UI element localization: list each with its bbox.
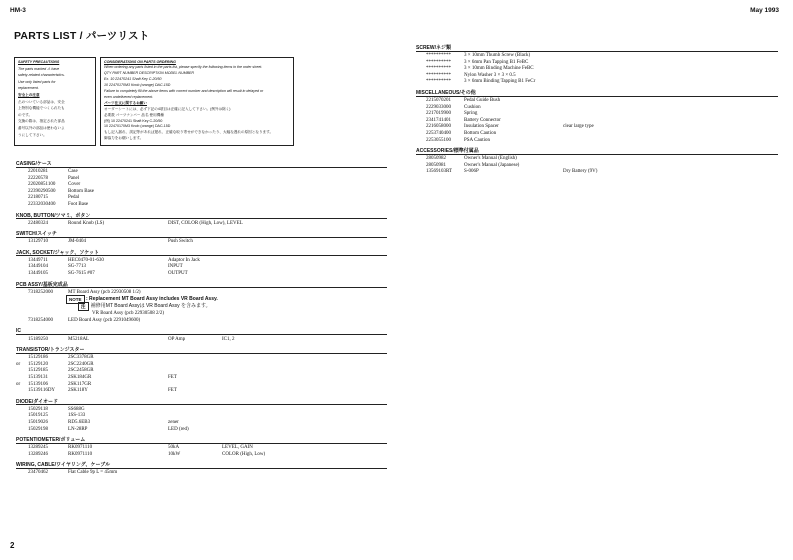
ordering-line: even undelivered replacement. <box>104 94 154 99</box>
ordering-line: (例) 10 22470241 Shaft Key C-20/50 <box>104 118 163 123</box>
ordering-line: QTY PART NUMBER DESCRIPTION MODEL NUMBER <box>104 71 194 76</box>
part-cell: or <box>16 361 21 367</box>
ordering-line: Ex. 10 22470241 Shaft Key C-20/50 <box>104 77 162 82</box>
part-cell: 2341741401 <box>426 117 451 123</box>
part-cell: 22180715 <box>28 195 48 201</box>
part-cell: LEVEL, GAIN <box>222 445 253 451</box>
part-cell: 13569103RT <box>426 169 453 175</box>
part-cell: M5218AL <box>68 336 90 342</box>
part-cell: IC1, 2 <box>222 336 235 342</box>
part-cell: LN-28RP <box>68 426 88 432</box>
part-cell: LED (red) <box>168 426 189 432</box>
part-row <box>0 469 390 476</box>
part-cell: 13449104 <box>28 264 48 270</box>
section-heading: CASING/ケース <box>16 161 52 167</box>
part-cell: 2217019900 <box>426 111 451 117</box>
part-cell: ********** <box>426 59 451 65</box>
section-heading: POTENTIOMETER/ボリューム <box>16 437 86 444</box>
note-row <box>0 303 390 310</box>
part-row <box>0 336 390 343</box>
part-cell: 15139131 <box>28 375 48 380</box>
note-text: : 補修用MT Board Assyは VR Board Assy を含みます。 <box>88 302 211 309</box>
safety-line: The parts marked ⚠ have <box>18 66 60 71</box>
part-cell: 7318254000 <box>28 317 53 323</box>
part-cell: RK0971110 <box>68 451 93 457</box>
part-cell: 2SK118Y <box>68 388 88 394</box>
part-cell: DIST, COLOR (High, Low), LEVEL <box>168 220 243 226</box>
safety-line: のです。 <box>18 112 33 117</box>
part-cell: or <box>16 381 21 387</box>
part-cell: 2SC2240GR <box>68 361 94 367</box>
section-heading: WIRING, CABLE/ワイヤリング、ケーブル <box>16 462 111 469</box>
safety-line: SAFETY PRECAUTIONS <box>18 60 60 64</box>
part-row <box>0 238 390 245</box>
section-heading: SWITCH/スイッチ <box>16 231 57 238</box>
section-heading: JACK, SOCKET/ジャック、ソケット <box>16 249 100 256</box>
part-cell: 22020851100 <box>28 182 56 188</box>
part-cell: RK0971110 <box>68 445 93 451</box>
page-number: 2 <box>10 541 15 550</box>
part-cell: 15129185 <box>28 368 48 374</box>
ordering-line: 10 22470170M3 Knob (orange) DAC-15D <box>104 83 171 88</box>
part-cell: 50kA <box>168 445 180 451</box>
part-row <box>0 137 790 144</box>
note-row <box>0 310 390 317</box>
part-cell: Pedal Guide Bush <box>464 98 501 103</box>
part-cell: Insulation Spacer <box>464 124 499 130</box>
part-cell: COLOR (High, Low) <box>222 451 266 457</box>
part-cell: 15139106 <box>28 381 48 387</box>
ordering-line: Failure to completely fill the above items with correct number and description will result in delayed or <box>104 89 264 93</box>
part-cell: 2SC2458GR <box>68 368 94 374</box>
ordering-line: 10 22470170M3 Knob (orange) DAC-15D <box>104 124 171 129</box>
part-cell: Nylon Washer 3 × 3 × 0.5 <box>464 72 516 78</box>
part-cell: RD5.6EB3 <box>68 420 91 425</box>
part-cell: 15189250 <box>28 336 48 342</box>
date-label: May 1993 <box>750 7 779 14</box>
part-cell: 15129120 <box>28 361 48 367</box>
part-cell: 15129186 <box>28 355 48 361</box>
part-cell: HEC0470-01-630 <box>68 257 104 263</box>
part-cell: 1SS-133 <box>68 413 86 419</box>
safety-line: うにして下さい。 <box>18 132 47 137</box>
part-cell: 2SK117GR <box>68 381 92 387</box>
part-row <box>0 289 390 296</box>
ordering-line: When ordering any parts listed in the parts list, please specify the following items in the order sheet. <box>104 65 263 70</box>
part-cell: Panel <box>68 175 80 181</box>
safety-line: 番号以外の部品は使わないよ <box>18 126 65 130</box>
part-cell: clear large type <box>563 124 594 130</box>
part-row <box>0 270 390 277</box>
part-cell: S-006P <box>464 169 479 175</box>
part-cell: 13289246 <box>28 451 48 457</box>
section-heading: IC <box>16 327 21 334</box>
part-cell: SG-7615 #07 <box>68 271 95 276</box>
ordering-line: CONSIDERATIONS ON PARTS ORDERING <box>104 59 176 64</box>
ordering-line: 必要数 パーツナンバー 品名 使用機種 <box>104 112 164 117</box>
part-cell: 22480324 <box>28 220 48 226</box>
part-cell: Foot Base <box>68 202 89 207</box>
part-cell: 10kW <box>168 451 181 457</box>
section-heading: MISCELLANEOUS/その他 <box>416 90 476 96</box>
part-cell: OP Amp <box>168 336 186 342</box>
ordering-line: 御協力をお願いします。 <box>104 136 144 141</box>
part-cell: Case <box>68 169 78 174</box>
part-row <box>0 168 790 175</box>
ordering-line: オーダーシートには、必ず下記の4項目は正確に記入して下さい。(例外は除く) <box>104 106 231 111</box>
part-cell: 15019125 <box>28 413 48 419</box>
part-cell: zener <box>168 420 179 425</box>
part-cell: 2SK184GR <box>68 375 92 380</box>
part-cell: Cushion <box>464 104 481 110</box>
part-cell: 3 × 6mm Pan Tapping B1 FeBC <box>464 59 529 65</box>
part-cell: Cover <box>68 182 81 188</box>
section-heading: KNOB, BUTTON/ツマミ、ボタン <box>16 212 91 219</box>
safety-line: Use only listed parts for <box>18 79 56 84</box>
part-cell: Push Switch <box>168 239 193 245</box>
page-title: PARTS LIST / パーツリスト <box>14 30 150 42</box>
part-cell: 7318252000 <box>28 289 53 295</box>
part-cell: 3 × 6mm Binding Tapping B1 FeCr <box>464 79 536 85</box>
part-cell: 2216058000 <box>426 124 451 130</box>
part-cell: Pedal <box>68 195 80 201</box>
part-cell: 13289245 <box>28 445 48 451</box>
part-cell: 2253055100 <box>426 137 451 143</box>
note-text: : Replacement MT Board Assy includes VR Board Assy. <box>86 295 218 302</box>
safety-line: safety-related characteristics. <box>18 73 65 78</box>
part-cell: Spring <box>464 111 478 117</box>
part-row <box>0 220 390 227</box>
part-cell: 2229033000 <box>426 104 451 110</box>
part-row <box>0 78 790 85</box>
part-cell: 22390290500 <box>28 188 56 194</box>
safety-line: 安全上の注意 <box>18 93 40 97</box>
part-cell: 2215070201 <box>426 98 451 103</box>
part-cell: ********** <box>426 53 451 58</box>
part-cell: FET <box>168 375 177 380</box>
part-cell: 23470462 <box>28 470 48 476</box>
part-cell: FET <box>168 388 177 394</box>
part-cell: Bottom Base <box>68 188 94 194</box>
part-cell: 15139116DY <box>28 388 56 394</box>
part-cell: Dry Battery (9V) <box>563 169 598 175</box>
part-row <box>0 451 390 458</box>
part-cell: Flat Cable 9p L = 45mm <box>68 470 118 476</box>
part-cell: 28050981 <box>426 162 446 168</box>
part-cell: 28050982 <box>426 156 446 162</box>
part-cell: 13449711 <box>28 257 48 263</box>
part-cell: 2SC3378GR <box>68 355 94 361</box>
note-tag: NOTE <box>66 295 85 304</box>
section-heading: PCB ASSY/基板完成品 <box>16 281 68 288</box>
part-cell: 13449105 <box>28 271 48 276</box>
ordering-line: パーツ注文に関するお願い <box>104 100 147 105</box>
part-row <box>0 387 390 394</box>
part-row <box>0 426 390 433</box>
section-heading: ACCESSORIES/標準付属品 <box>416 148 479 155</box>
part-row <box>0 201 390 208</box>
part-cell: INPUT <box>168 264 183 270</box>
safety-line: 交換の際は、指定された部品 <box>18 119 65 124</box>
part-cell: PSA Caution <box>464 137 490 143</box>
section-heading: TRANSISTOR/トランジスター <box>16 347 85 354</box>
section-heading: DIODE/ダイオード <box>16 398 58 405</box>
part-cell: JM-0404 <box>68 239 87 245</box>
note-tag: 注 <box>78 302 89 311</box>
safety-line: replacement. <box>18 86 39 91</box>
part-cell: 2253740400 <box>426 131 451 136</box>
part-cell: 15029198 <box>28 426 48 432</box>
note-text: VR Board Assy (pcb 22930508 2/2) <box>92 310 165 316</box>
part-cell: Battery Connector <box>464 117 501 123</box>
note-row <box>0 296 390 303</box>
safety-line: ⚠のついている部品は、安全 <box>18 99 65 104</box>
part-cell: 15019026 <box>28 420 48 425</box>
part-cell: SG-7713 <box>68 264 87 270</box>
part-cell: MT Board Assy (pcb 22930508 1/2) <box>68 289 141 295</box>
part-cell: Bottom Caution <box>464 131 497 136</box>
part-cell: Owner's Manual (Japanese) <box>464 162 520 168</box>
part-cell: 3 × 10mm Thumb Screw (Black) <box>464 53 531 58</box>
model-label: HM-3 <box>10 7 26 14</box>
part-cell: 22332030400 <box>28 202 56 207</box>
part-cell: Round Knob (LS) <box>68 220 105 226</box>
part-row <box>0 317 390 324</box>
part-cell: OUTPUT <box>168 271 188 276</box>
part-cell: LED Board Assy (pcb 2291049600) <box>68 317 141 323</box>
part-cell: 13129710 <box>28 239 48 245</box>
section-heading: SCREW/ネジ類 <box>416 45 452 51</box>
part-cell: Adaptor In Jack <box>168 257 200 263</box>
part-cell: Owner's Manual (English) <box>464 156 517 162</box>
safety-line: 上特別な機能でつくられたも <box>18 106 65 111</box>
part-cell: 3 × 10mm Binding Machine FeBC <box>464 66 534 72</box>
part-cell: 22220578 <box>28 175 48 181</box>
part-cell: 15029118 <box>28 406 48 412</box>
part-cell: ********** <box>426 72 451 78</box>
part-cell: SS688G <box>68 406 85 412</box>
part-cell: ********** <box>426 79 451 85</box>
part-cell: 22010281 <box>28 169 48 174</box>
ordering-line: もし記入漏れ、誤記等があれば遅れ、正確な取り寄せができなかったり、大幅な遅れの原因となります。 <box>104 130 274 135</box>
part-cell: ********** <box>426 66 451 72</box>
